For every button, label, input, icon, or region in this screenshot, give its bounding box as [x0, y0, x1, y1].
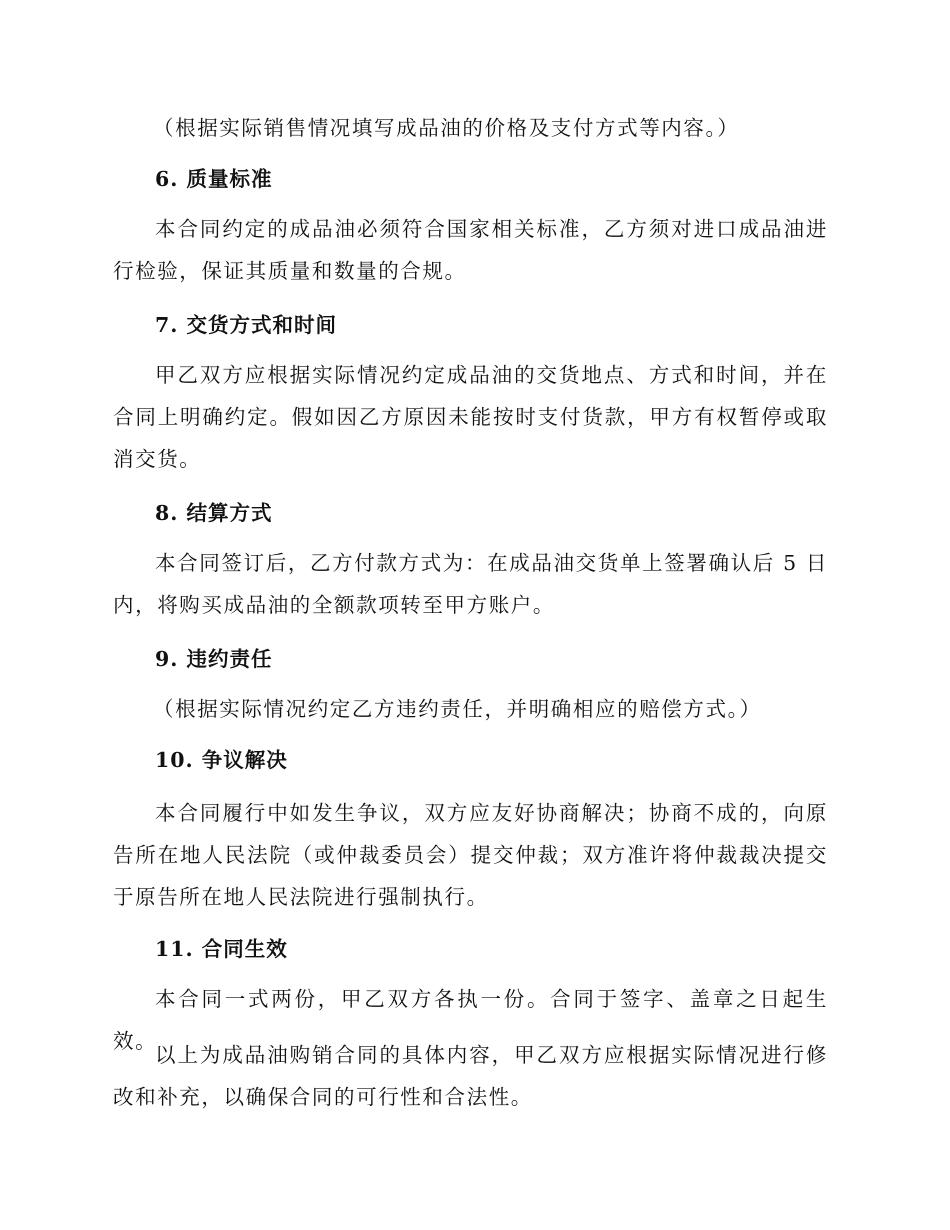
section-6-body: 本合同约定的成品油必须符合国家相关标准，乙方须对进口成品油进行检验，保证其质量和数量的合规。 [113, 217, 828, 283]
section-9-body: （根据实际情况约定乙方违约责任，并明确相应的赔偿方式。） [153, 697, 762, 721]
section-8-body: 本合同签订后，乙方付款方式为：在成品油交货单上签署确认后 5 日内，将购买成品油的全额款项转至甲方账户。 [113, 551, 828, 617]
section-10-body: 本合同履行中如发生争议，双方应友好协商解决；协商不成的，向原告所在地人民法院（或仲裁委员会）提交仲裁；双方准许将仲裁裁决提交于原告所在地人民法院进行强制执行。 [113, 801, 828, 909]
section-6-heading: 6. 质量标准 [155, 167, 273, 191]
section-10-heading: 10. 争议解决 [155, 748, 288, 772]
closing-paragraph: 以上为成品油购销合同的具体内容，甲乙双方应根据实际情况进行修改和补充，以确保合同的可行性和合法性。 [113, 1043, 828, 1109]
section-7-heading: 7. 交货方式和时间 [155, 313, 338, 337]
section-11-body: 本合同一式两份，甲乙双方各执一份。合同于签字、盖章之日起生效。 [113, 987, 828, 1053]
section-7-body: 甲乙双方应根据实际情况约定成品油的交货地点、方式和时间，并在合同上明确约定。假如因乙方原因未能按时支付货款，甲方有权暂停或取消交货。 [113, 363, 828, 471]
section-11-heading: 11. 合同生效 [155, 937, 288, 961]
price-note-paragraph: （根据实际销售情况填写成品油的价格及支付方式等内容。） [153, 116, 740, 140]
section-8-heading: 8. 结算方式 [155, 501, 273, 525]
section-9-heading: 9. 违约责任 [155, 647, 273, 671]
